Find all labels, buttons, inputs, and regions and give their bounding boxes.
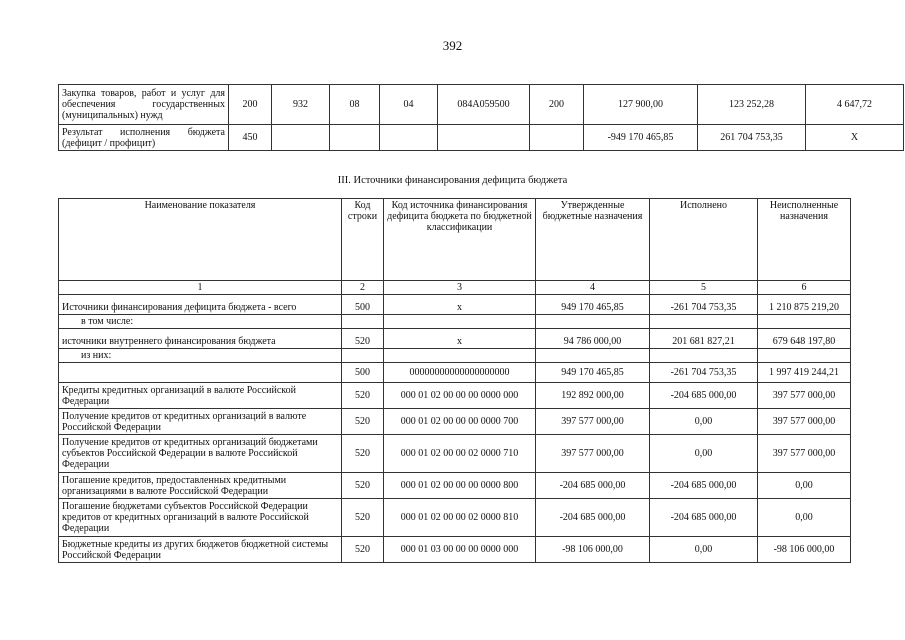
cell: 450: [229, 125, 272, 151]
cell: -949 170 465,85: [584, 125, 698, 151]
cell: 201 681 827,21: [650, 329, 758, 349]
cell: 94 786 000,00: [536, 329, 650, 349]
table-row: [59, 329, 851, 349]
cell: 000 01 02 00 00 00 0000 000: [384, 383, 536, 409]
cell: 000 01 02 00 00 00 0000 800: [384, 473, 536, 499]
cell: [530, 125, 584, 151]
section-title: III. Источники финансирования дефицита бюджета: [337, 175, 568, 186]
cell: x: [384, 329, 536, 349]
cell: -261 704 753,35: [650, 363, 758, 383]
cell: 520: [342, 435, 384, 473]
header-approved: Утвержденные бюджетные назначения: [536, 199, 650, 281]
cell: 000 01 03 00 00 00 0000 000: [384, 537, 536, 563]
row-name: Бюджетные кредиты из других бюджетов бюджетной системы Российской Федерации: [59, 537, 342, 563]
cell: -204 685 000,00: [650, 499, 758, 537]
cell: 084А059500: [438, 85, 530, 125]
row-name: Погашение бюджетами субъектов Российской Федерации кредитов от кредитных организаций в валюте Российской Федерации: [59, 499, 342, 537]
cell: 520: [342, 409, 384, 435]
row-name: Кредиты кредитных организаций в валюте Российской Федерации: [59, 383, 342, 409]
header-code-source: Код источника финансирования дефицита бюджета по бюджетной классификации: [384, 199, 536, 281]
cell: [380, 125, 438, 151]
table-row: [59, 537, 851, 563]
cell: 520: [342, 537, 384, 563]
cell: 08: [330, 85, 380, 125]
cell: 123 252,28: [698, 85, 806, 125]
row-name: Погашение кредитов, предоставленных кредитными организациями в валюте Российской Федерации: [59, 473, 342, 499]
col-number: 4: [536, 281, 650, 295]
cell: 00000000000000000000: [384, 363, 536, 383]
cell: -204 685 000,00: [536, 499, 650, 537]
financing-sources-table: [58, 198, 851, 563]
header-code-row: Код строки: [342, 199, 384, 281]
cell: 0,00: [650, 409, 758, 435]
row-name: Получение кредитов от кредитных организаций в валюте Российской Федерации: [59, 409, 342, 435]
row-name: Получение кредитов от кредитных организаций бюджетами субъектов Российской Федерации в валюте Российской Федерации: [59, 435, 342, 473]
cell: X: [806, 125, 904, 151]
header-row: [59, 199, 851, 281]
cell: [438, 125, 530, 151]
cell: 397 577 000,00: [758, 383, 851, 409]
header-executed: Исполнено: [650, 199, 758, 281]
cell: [330, 125, 380, 151]
row-subtitle: из них:: [59, 349, 342, 363]
cell: 200: [530, 85, 584, 125]
table-row: [59, 383, 851, 409]
table-row: [59, 295, 851, 315]
cell: 520: [342, 329, 384, 349]
cell: 0,00: [758, 473, 851, 499]
row-name: Закупка товаров, работ и услуг для обеспечения государственных (муниципальных) нужд: [59, 85, 229, 125]
col-number: 3: [384, 281, 536, 295]
row-subtitle: в том числе:: [59, 315, 342, 329]
col-number: 2: [342, 281, 384, 295]
cell: -261 704 753,35: [650, 295, 758, 315]
cell: 397 577 000,00: [758, 435, 851, 473]
row-name: источники внутреннего финансирования бюджета: [59, 329, 342, 349]
cell: 4 647,72: [806, 85, 904, 125]
table-row: [59, 315, 851, 329]
cell: 000 01 02 00 00 02 0000 710: [384, 435, 536, 473]
cell: 192 892 000,00: [536, 383, 650, 409]
col-number: 1: [59, 281, 342, 295]
table-row: [59, 435, 851, 473]
cell: 0,00: [758, 499, 851, 537]
cell: 949 170 465,85: [536, 363, 650, 383]
cell: 127 900,00: [584, 85, 698, 125]
expenses-table: [58, 84, 904, 151]
cell: 500: [342, 363, 384, 383]
cell: 261 704 753,35: [698, 125, 806, 151]
cell: 500: [342, 295, 384, 315]
table-row: [59, 125, 904, 151]
cell: 0,00: [650, 537, 758, 563]
cell: 1 997 419 244,21: [758, 363, 851, 383]
cell: 397 577 000,00: [536, 409, 650, 435]
cell: 520: [342, 383, 384, 409]
cell: -204 685 000,00: [536, 473, 650, 499]
row-name: [59, 363, 342, 383]
row-name: Результат исполнения бюджета (дефицит / профицит): [59, 125, 229, 151]
cell: x: [384, 295, 536, 315]
cell: -98 106 000,00: [758, 537, 851, 563]
table-row: [59, 409, 851, 435]
row-name: Источники финансирования дефицита бюджета - всего: [59, 295, 342, 315]
cell: 949 170 465,85: [536, 295, 650, 315]
cell: 04: [380, 85, 438, 125]
header-unexecuted: Неисполненные назначения: [758, 199, 851, 281]
cell: 1 210 875 219,20: [758, 295, 851, 315]
table-row: [59, 363, 851, 383]
cell: 520: [342, 473, 384, 499]
page-number: 392: [442, 38, 463, 53]
cell: 932: [272, 85, 330, 125]
cell: 200: [229, 85, 272, 125]
cell: 520: [342, 499, 384, 537]
table-row: [59, 85, 904, 125]
table-row: [59, 473, 851, 499]
cell: -204 685 000,00: [650, 383, 758, 409]
col-number: 5: [650, 281, 758, 295]
cell: -98 106 000,00: [536, 537, 650, 563]
cell: 397 577 000,00: [758, 409, 851, 435]
cell: -204 685 000,00: [650, 473, 758, 499]
cell: 0,00: [650, 435, 758, 473]
column-numbers-row: [59, 281, 851, 295]
cell: 000 01 02 00 00 02 0000 810: [384, 499, 536, 537]
col-number: 6: [758, 281, 851, 295]
cell: 679 648 197,80: [758, 329, 851, 349]
cell: 000 01 02 00 00 00 0000 700: [384, 409, 536, 435]
cell: [272, 125, 330, 151]
table-row: [59, 349, 851, 363]
table-row: [59, 499, 851, 537]
cell: 397 577 000,00: [536, 435, 650, 473]
header-name: Наименование показателя: [59, 199, 342, 281]
